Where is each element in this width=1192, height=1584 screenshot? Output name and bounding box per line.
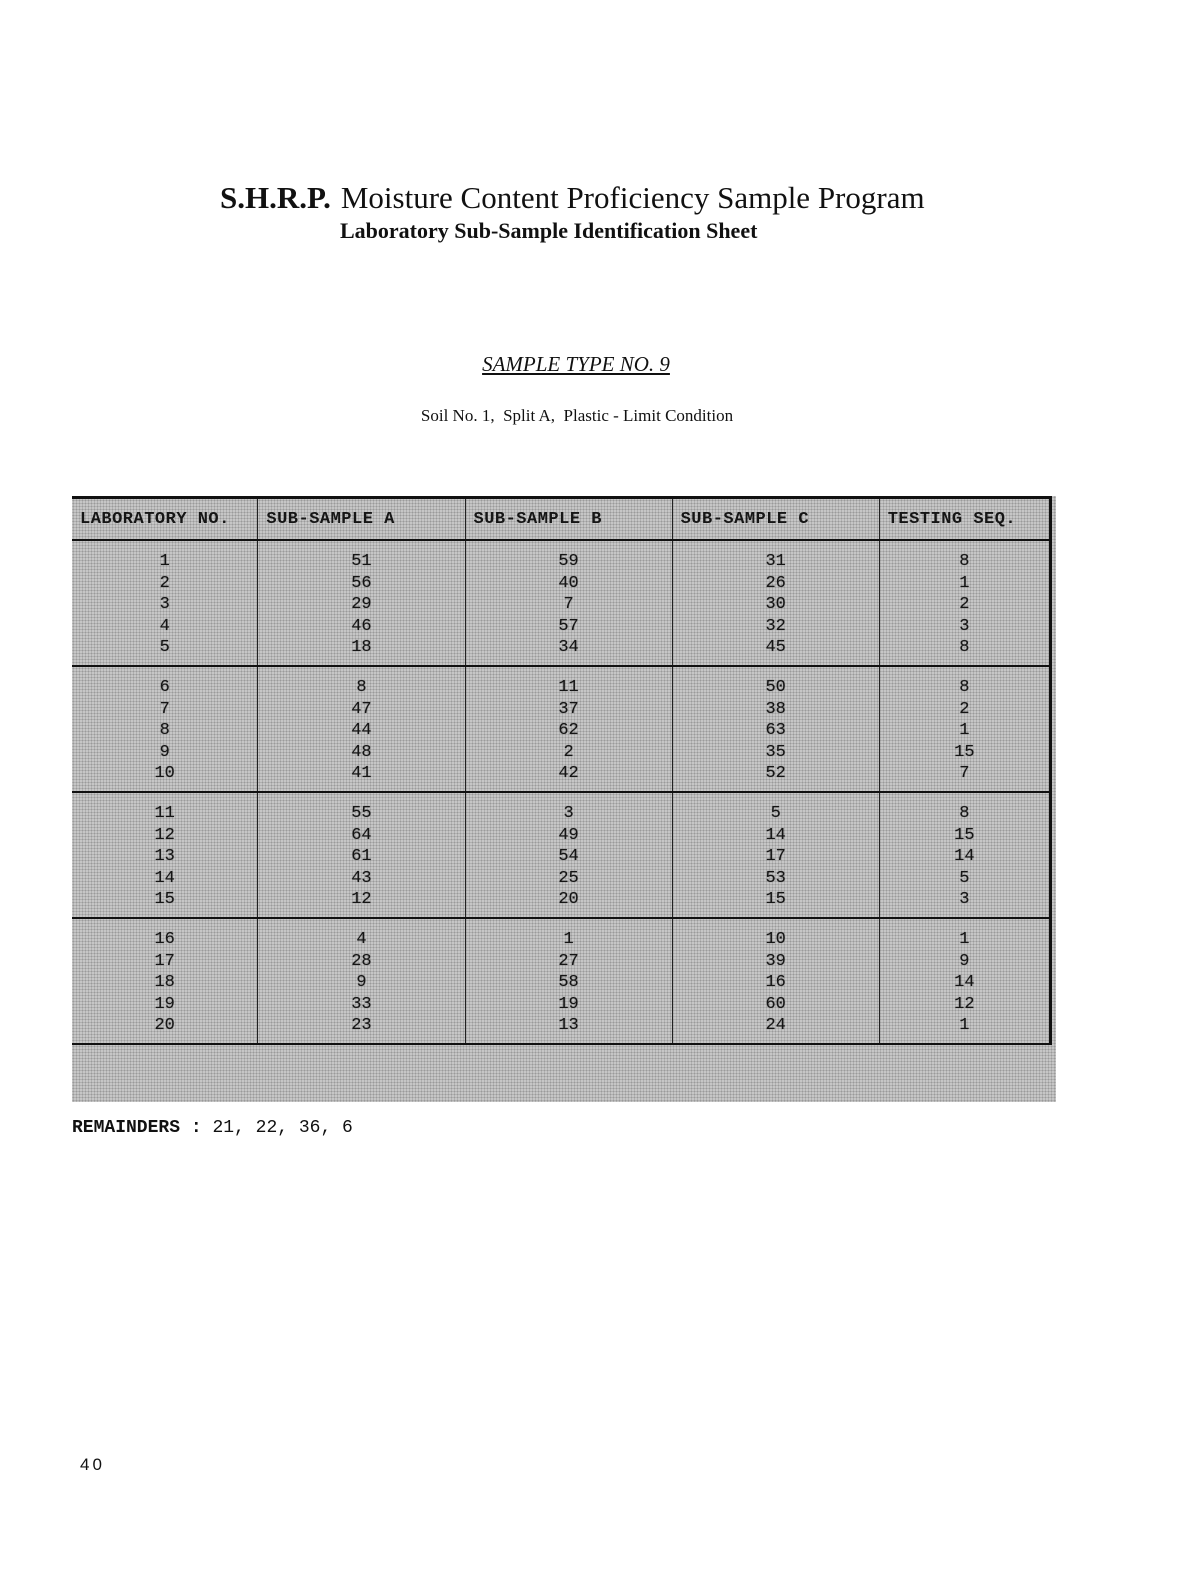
sample-type-heading: SAMPLE TYPE NO. 9 xyxy=(482,352,670,376)
value-laboratory-no: 4 xyxy=(159,616,170,636)
value-sub-sample-b: 37 xyxy=(558,699,579,719)
value-sub-sample-c: 5 xyxy=(770,803,781,823)
value-sub-sample-a: 47 xyxy=(351,699,372,719)
value-sub-sample-c: 30 xyxy=(765,595,786,615)
soil-condition-line: Soil No. 1, Split A, Plastic - Limit Condition xyxy=(420,406,734,425)
cell-sub-sample-a xyxy=(258,666,465,792)
column-header-sub-sample-c: SUB-SAMPLE C xyxy=(672,498,879,541)
cell-testing-seq xyxy=(879,540,1050,666)
value-sub-sample-c: 17 xyxy=(765,847,786,867)
value-sub-sample-c: 38 xyxy=(765,699,786,719)
value-testing-seq: 1 xyxy=(959,721,970,741)
value-testing-seq: 15 xyxy=(954,742,975,762)
value-sub-sample-b: 49 xyxy=(558,825,579,845)
document-subtitle: Laboratory Sub-Sample Identification Sheet xyxy=(340,218,758,243)
cell-testing-seq xyxy=(879,666,1050,792)
value-testing-seq: 2 xyxy=(959,595,970,615)
value-laboratory-no: 14 xyxy=(154,868,175,888)
cell-sub-sample-c xyxy=(672,666,879,792)
value-laboratory-no: 6 xyxy=(159,677,170,697)
value-laboratory-no: 3 xyxy=(159,595,170,615)
value-sub-sample-a: 46 xyxy=(351,616,372,636)
value-laboratory-no: 11 xyxy=(154,803,175,823)
title-text: Moisture Content Proficiency Sample Program xyxy=(340,180,925,215)
remainders-line xyxy=(72,1118,353,1138)
value-sub-sample-a: 43 xyxy=(351,868,372,888)
value-laboratory-no: 18 xyxy=(154,973,175,993)
value-testing-seq: 7 xyxy=(959,764,970,784)
value-testing-seq: 9 xyxy=(959,951,970,971)
value-testing-seq: 15 xyxy=(954,825,975,845)
value-testing-seq: 1 xyxy=(959,573,970,593)
table-header-row xyxy=(72,498,1051,541)
value-sub-sample-a: 23 xyxy=(351,1016,372,1036)
column-header-sub-sample-b: SUB-SAMPLE B xyxy=(465,498,672,541)
value-sub-sample-a: 61 xyxy=(351,847,372,867)
value-sub-sample-b: 25 xyxy=(558,868,579,888)
value-sub-sample-b: 40 xyxy=(558,573,579,593)
value-sub-sample-c: 14 xyxy=(765,825,786,845)
cell-laboratory-no xyxy=(72,666,258,792)
value-laboratory-no: 7 xyxy=(159,699,170,719)
value-sub-sample-b: 42 xyxy=(558,764,579,784)
page-number: 40 xyxy=(80,1455,105,1474)
value-sub-sample-a: 8 xyxy=(356,677,367,697)
value-sub-sample-a: 64 xyxy=(351,825,372,845)
value-sub-sample-c: 45 xyxy=(765,638,786,658)
value-sub-sample-c: 50 xyxy=(765,677,786,697)
cell-sub-sample-b xyxy=(465,540,672,666)
value-testing-seq: 14 xyxy=(954,847,975,867)
value-sub-sample-c: 16 xyxy=(765,973,786,993)
cell-sub-sample-a xyxy=(258,918,465,1044)
cell-sub-sample-c xyxy=(672,918,879,1044)
value-sub-sample-c: 31 xyxy=(765,552,786,571)
cell-laboratory-no xyxy=(72,792,258,918)
value-laboratory-no: 16 xyxy=(154,929,175,949)
value-sub-sample-c: 32 xyxy=(765,616,786,636)
value-laboratory-no: 10 xyxy=(154,764,175,784)
sub-sample-table xyxy=(72,496,1052,1045)
value-sub-sample-b: 54 xyxy=(558,847,579,867)
value-sub-sample-b: 27 xyxy=(558,951,579,971)
value-sub-sample-c: 63 xyxy=(765,721,786,741)
value-sub-sample-a: 41 xyxy=(351,764,372,784)
value-sub-sample-c: 52 xyxy=(765,764,786,784)
value-testing-seq: 8 xyxy=(959,803,970,823)
value-sub-sample-b: 62 xyxy=(558,721,579,741)
column-header-laboratory-no: LABORATORY NO. xyxy=(72,498,258,541)
value-sub-sample-c: 24 xyxy=(765,1016,786,1036)
value-sub-sample-a: 51 xyxy=(351,552,372,571)
document-title xyxy=(220,180,980,216)
cell-testing-seq xyxy=(879,792,1050,918)
value-sub-sample-b: 34 xyxy=(558,638,579,658)
value-sub-sample-b: 13 xyxy=(558,1016,579,1036)
value-testing-seq: 8 xyxy=(959,552,970,571)
cell-laboratory-no xyxy=(72,918,258,1044)
value-testing-seq: 12 xyxy=(954,994,975,1014)
title-abbreviation: S.H.R.P. xyxy=(220,180,331,215)
value-testing-seq: 2 xyxy=(959,699,970,719)
value-sub-sample-b: 7 xyxy=(563,595,574,615)
value-testing-seq: 14 xyxy=(954,973,975,993)
value-laboratory-no: 5 xyxy=(159,638,170,658)
table-body xyxy=(72,540,1051,1044)
value-sub-sample-c: 35 xyxy=(765,742,786,762)
value-laboratory-no: 19 xyxy=(154,994,175,1014)
value-sub-sample-a: 48 xyxy=(351,742,372,762)
value-sub-sample-c: 60 xyxy=(765,994,786,1014)
value-testing-seq: 3 xyxy=(959,890,970,910)
value-sub-sample-a: 18 xyxy=(351,638,372,658)
value-sub-sample-b: 1 xyxy=(563,929,574,949)
sub-sample-table-container xyxy=(72,496,1056,1102)
value-testing-seq: 1 xyxy=(959,1016,970,1036)
table-row-group xyxy=(72,540,1051,666)
column-header-testing-seq: TESTING SEQ. xyxy=(879,498,1050,541)
value-testing-seq: 8 xyxy=(959,677,970,697)
value-sub-sample-c: 15 xyxy=(765,890,786,910)
value-sub-sample-b: 20 xyxy=(558,890,579,910)
value-testing-seq: 3 xyxy=(959,616,970,636)
value-laboratory-no: 17 xyxy=(154,951,175,971)
value-sub-sample-c: 10 xyxy=(765,929,786,949)
value-testing-seq: 5 xyxy=(959,868,970,888)
value-laboratory-no: 20 xyxy=(154,1016,175,1036)
table-row-group xyxy=(72,666,1051,792)
value-testing-seq: 8 xyxy=(959,638,970,658)
value-laboratory-no: 2 xyxy=(159,573,170,593)
cell-sub-sample-c xyxy=(672,792,879,918)
cell-testing-seq xyxy=(879,918,1050,1044)
value-sub-sample-a: 28 xyxy=(351,951,372,971)
value-laboratory-no: 1 xyxy=(159,552,170,571)
value-sub-sample-a: 55 xyxy=(351,803,372,823)
value-sub-sample-c: 26 xyxy=(765,573,786,593)
cell-laboratory-no xyxy=(72,540,258,666)
value-sub-sample-b: 2 xyxy=(563,742,574,762)
cell-sub-sample-a xyxy=(258,792,465,918)
column-header-sub-sample-a: SUB-SAMPLE A xyxy=(258,498,465,541)
remainders-values: 21, 22, 36, 6 xyxy=(212,1118,353,1138)
value-sub-sample-a: 29 xyxy=(351,595,372,615)
value-sub-sample-b: 58 xyxy=(558,973,579,993)
table-row-group xyxy=(72,792,1051,918)
value-sub-sample-b: 3 xyxy=(563,803,574,823)
value-laboratory-no: 12 xyxy=(154,825,175,845)
value-testing-seq: 1 xyxy=(959,929,970,949)
value-sub-sample-b: 11 xyxy=(558,677,579,697)
value-sub-sample-c: 53 xyxy=(765,868,786,888)
value-sub-sample-a: 4 xyxy=(356,929,367,949)
value-sub-sample-a: 9 xyxy=(356,973,367,993)
value-sub-sample-b: 57 xyxy=(558,616,579,636)
cell-sub-sample-c xyxy=(672,540,879,666)
value-sub-sample-a: 56 xyxy=(351,573,372,593)
value-sub-sample-b: 19 xyxy=(558,994,579,1014)
value-laboratory-no: 15 xyxy=(154,890,175,910)
cell-sub-sample-a xyxy=(258,540,465,666)
cell-sub-sample-b xyxy=(465,918,672,1044)
value-laboratory-no: 8 xyxy=(159,721,170,741)
cell-sub-sample-b xyxy=(465,792,672,918)
remainders-label: REMAINDERS : xyxy=(72,1118,202,1138)
value-sub-sample-a: 12 xyxy=(351,890,372,910)
value-sub-sample-a: 33 xyxy=(351,994,372,1014)
value-laboratory-no: 9 xyxy=(159,742,170,762)
table-row-group xyxy=(72,918,1051,1044)
value-sub-sample-b: 59 xyxy=(558,552,579,571)
value-sub-sample-c: 39 xyxy=(765,951,786,971)
value-sub-sample-a: 44 xyxy=(351,721,372,741)
value-laboratory-no: 13 xyxy=(154,847,175,867)
cell-sub-sample-b xyxy=(465,666,672,792)
